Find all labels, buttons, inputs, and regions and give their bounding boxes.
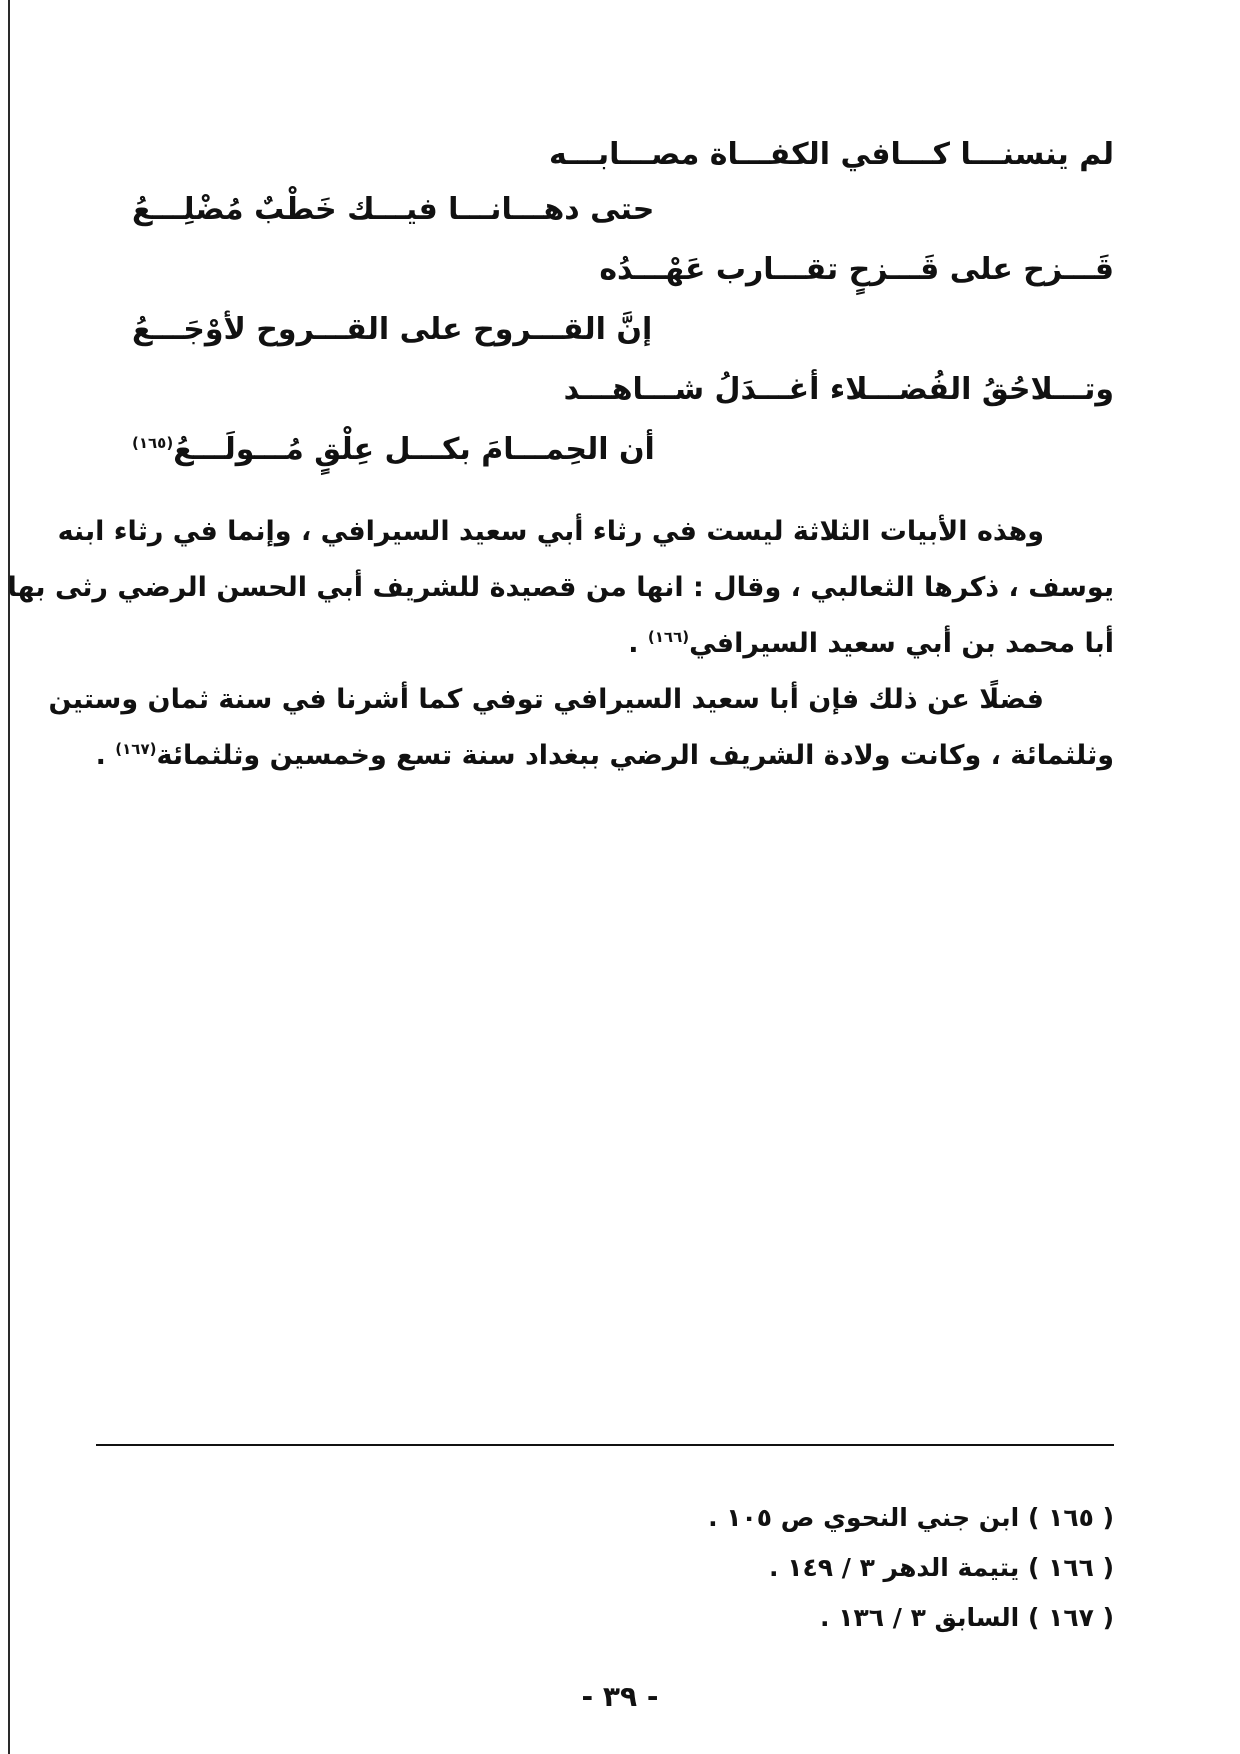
paragraph2-line-2-text: وثلثمائة ، وكانت ولادة الشريف الرضي ببغداد سنة تسع وخمسين وثلثمائة <box>156 740 1114 771</box>
footnote-ref-165: (١٦٥) <box>132 434 174 452</box>
paragraph1-line-3-text: أبا محمد بن أبي سعيد السيرافي <box>689 628 1114 659</box>
poem-line-4: إنَّ القـــروح على القـــروح لأوْجَـــعُ <box>132 312 653 347</box>
paragraph2-line-1: فضلًا عن ذلك فإن أبا سعيد السيرافي توفي كما أشرنا في سنة ثمان وستين <box>48 684 1044 715</box>
paragraph1-line-3 <box>126 624 1114 664</box>
page-edge-line <box>8 0 10 1754</box>
poem-line-6 <box>132 430 655 470</box>
footnote-ref-166: (١٦٦) <box>647 628 690 646</box>
paragraph1-line-2: يوسف ، ذكرها الثعالبي ، وقال : انها من قصيدة للشريف أبي الحسن الرضي رثى بها <box>7 572 1114 603</box>
poem-line-6-text: أن الحِمـــامَ بكـــل عِلْقٍ مُـــولَـــعُ <box>173 432 655 467</box>
footnote-divider <box>96 1444 1114 1446</box>
poem-line-2: حتى دهـــانـــا فيـــك خَطْبٌ مُضْلِـــعُ <box>132 192 655 227</box>
paragraph2-end: . <box>95 740 116 771</box>
page-number: - ٣٩ - <box>581 1680 659 1713</box>
paragraph2-line-2 <box>95 736 1114 776</box>
poem-line-1: لم ينسنـــا كـــافي الكفـــاة مصـــابـــه <box>548 137 1114 172</box>
poem-line-5: وتـــلاحُقُ الفُضـــلاء أغـــدَلُ شـــاهـــد <box>563 372 1114 407</box>
footnote-167: ( ١٦٧ ) السابق ٣ / ١٣٦ . <box>820 1603 1114 1632</box>
footnote-165: ( ١٦٥ ) ابن جني النحوي ص ١٠٥ . <box>708 1503 1114 1532</box>
footnote-166: ( ١٦٦ ) يتيمة الدهر ٣ / ١٤٩ . <box>769 1553 1114 1582</box>
footnote-ref-167: (١٦٧) <box>115 740 157 758</box>
poem-line-3: قَـــزح على قَـــزحٍ تقـــارب عَهْـــدُه <box>599 252 1114 287</box>
paragraph1-end: . <box>628 628 648 659</box>
paragraph1-line-1: وهذه الأبيات الثلاثة ليست في رثاء أبي سعيد السيرافي ، وإنما في رثاء ابنه <box>57 516 1044 547</box>
